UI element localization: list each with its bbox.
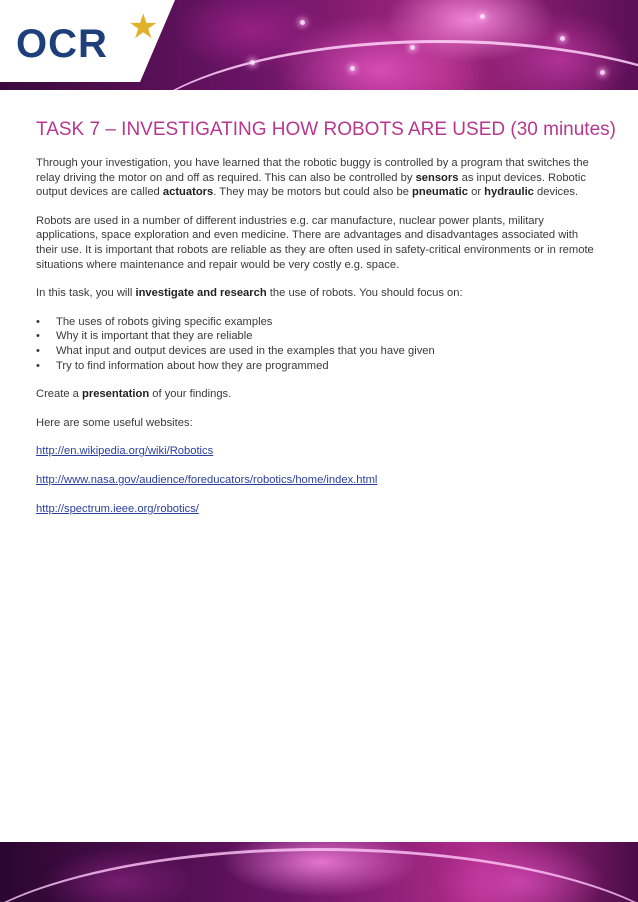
page-title: TASK 7 – INVESTIGATING HOW ROBOTS ARE USED (30 minutes) (36, 119, 616, 140)
keyword-pneumatic: pneumatic (412, 186, 468, 199)
list-item: • What input and output devices are used in the examples that you have given (36, 344, 435, 357)
bullet: • (36, 344, 40, 357)
sparkle (350, 66, 355, 71)
presentation-paragraph: Create a presentation of your findings. (36, 388, 232, 401)
main-content (36, 118, 616, 530)
industries-paragraph: Robots are used in a number of different industries e.g. car manufacture, nuclear power plants, military applications, space exploration and even medicine. There are advantages and disadvantages associated with their use. It is important that robots are reliable as they are often used in safety-critical environments or in remote situations where maintenance and repair would be very costly e.g. space. (36, 214, 594, 271)
sparkle (560, 36, 565, 41)
bullet: • (36, 330, 40, 343)
websites-intro: Here are some useful websites: (36, 416, 193, 429)
keyword-presentation: presentation (82, 388, 150, 401)
banner-arc (0, 848, 638, 902)
intro-paragraph: Through your investigation, you have learned that the robotic buggy is controlled by a program that switches the relay driving the motor on and off as required. This can also be controlled by sensors as input devices. Robotic output devices are called actuators. They may be motors but could also be pneumatic or hydraulic devices. (36, 157, 589, 199)
focus-list (36, 315, 602, 373)
sparkle (410, 45, 415, 50)
sparkle (250, 60, 255, 65)
link-nasa-robotics[interactable]: http://www.nasa.gov/audience/foreducators/robotics/home/index.html (36, 473, 378, 486)
task-instructions-paragraph: In this task, you will investigate and research the use of robots. You should focus on: (36, 287, 463, 300)
header-banner (0, 0, 638, 90)
bullet: • (36, 315, 40, 328)
keyword-investigate: investigate and research (135, 287, 267, 300)
list-item: • Why it is important that they are reliable (36, 330, 253, 343)
keyword-actuators: actuators (162, 186, 214, 199)
ocr-logo: OCR (16, 22, 108, 66)
star-icon: ★ (128, 8, 159, 46)
keyword-hydraulic: hydraulic (484, 186, 534, 199)
list-item: • Try to find information about how they are programmed (36, 359, 329, 372)
bullet: • (36, 359, 40, 372)
link-ieee-spectrum-robotics[interactable]: http://spectrum.ieee.org/robotics/ (36, 502, 199, 515)
footer-banner (0, 842, 638, 902)
sparkle (600, 70, 605, 75)
link-wikipedia-robotics[interactable]: http://en.wikipedia.org/wiki/Robotics (36, 445, 214, 458)
list-item: • The uses of robots giving specific examples (36, 315, 273, 328)
sparkle (480, 14, 485, 19)
keyword-sensors: sensors (415, 171, 459, 184)
banner-arc (120, 40, 638, 90)
sparkle (300, 20, 305, 25)
